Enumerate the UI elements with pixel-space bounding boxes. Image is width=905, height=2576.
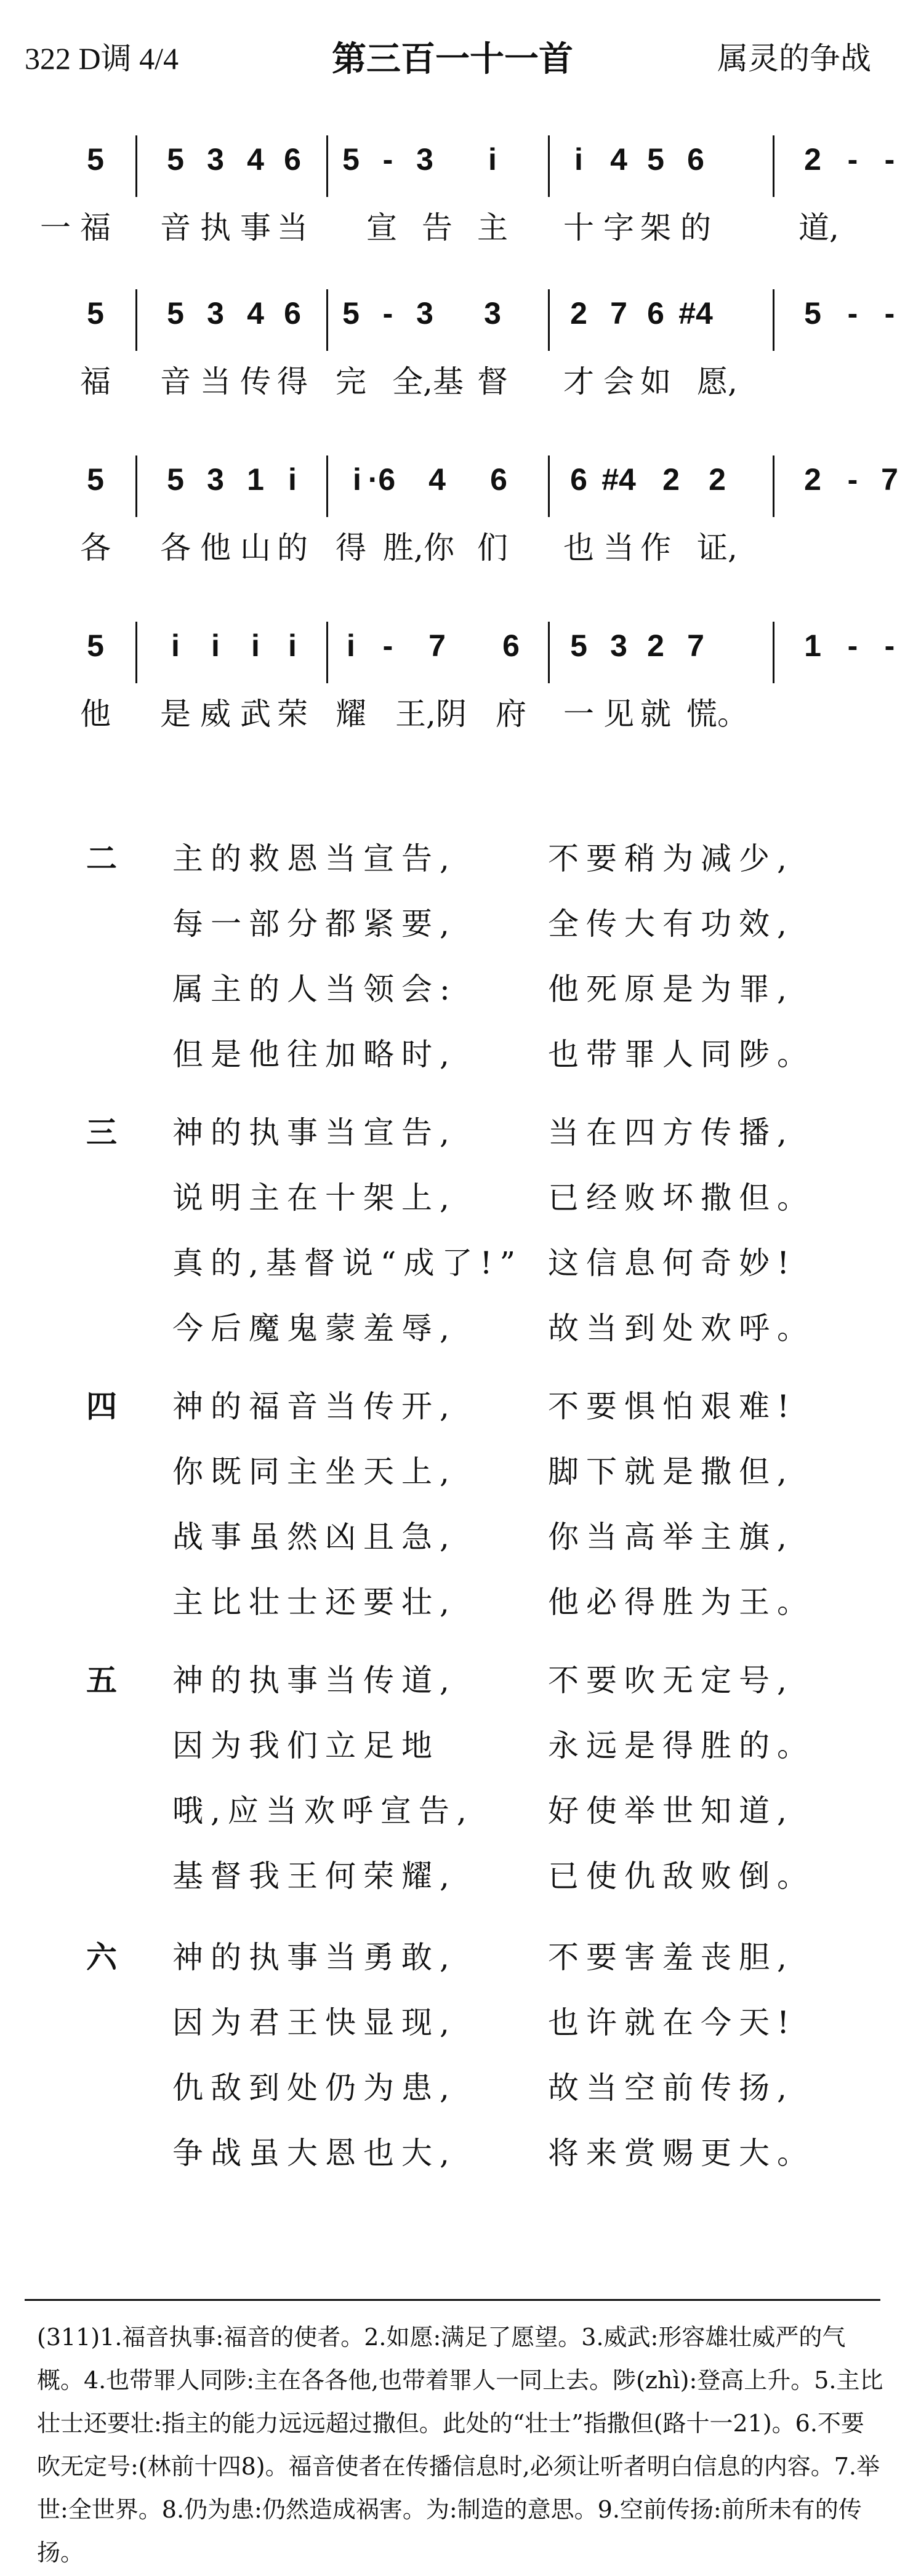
verse-line [0, 1030, 905, 1095]
lyric-syllable: 各 [160, 530, 191, 566]
note: 5 [342, 142, 360, 177]
verse-line [0, 1108, 905, 1173]
note: - [884, 628, 895, 663]
note: i [288, 462, 297, 497]
barline [135, 622, 137, 683]
hymn-category: 属灵的争战 [717, 41, 871, 76]
verse-line [0, 834, 905, 899]
note: 1 [804, 628, 821, 663]
verse-line [0, 1721, 905, 1786]
barline [773, 135, 774, 197]
note: 6 [570, 462, 587, 497]
lyric-syllable: 主 [477, 210, 508, 246]
barline [773, 455, 774, 517]
verse-line [0, 1933, 905, 1998]
lyric-syllable: 一 [40, 210, 71, 246]
lyric-syllable: 见 [603, 696, 634, 732]
barline [773, 622, 774, 683]
verse-second-half: 他必得胜为王。 [548, 1584, 815, 1620]
note: 3 [207, 462, 224, 497]
note: - [847, 142, 858, 177]
verse-second-half: 故当空前传扬, [548, 2070, 794, 2106]
lyric-syllable: 架 [640, 210, 671, 246]
lyric-syllable: 得 [277, 364, 308, 399]
verse-second-half: 永远是得胜的。 [548, 1728, 815, 1763]
verse-first-half: 战事虽然凶且急, [172, 1519, 457, 1555]
note: i [353, 462, 361, 497]
verse-first-half: 今后魔鬼蒙羞辱, [172, 1310, 457, 1346]
note: 7 [687, 628, 704, 663]
verse [0, 1108, 905, 1369]
note: 3 [416, 142, 433, 177]
barline [326, 289, 328, 351]
lyric-syllable: 各 [80, 530, 111, 566]
lyric-syllable: 的 [277, 530, 308, 566]
note: 6 [490, 462, 507, 497]
lyric-syllable: 的 [680, 210, 711, 246]
note: 4 [428, 462, 446, 497]
verse-second-half: 当在四方传播, [548, 1115, 794, 1150]
verse-first-half: 属主的人当领会: [172, 971, 457, 1007]
note: i [288, 628, 297, 663]
barline [135, 455, 137, 517]
note: 5 [647, 142, 664, 177]
lyric-syllable: 一 [563, 696, 594, 732]
lyric-syllable: 当 [277, 210, 308, 246]
barline [326, 455, 328, 517]
verse-line [0, 1382, 905, 1447]
note: 4 [247, 142, 264, 177]
note: #4 [678, 296, 713, 331]
verse-first-half: 基督我王何荣耀, [172, 1858, 457, 1894]
verse-line [0, 1304, 905, 1369]
lyric-syllable: 传 [240, 364, 271, 399]
verse-first-half: 你既同主坐天上, [172, 1454, 457, 1490]
verse-number: 五 [86, 1662, 117, 1698]
verse-first-half: 主比壮士还要壮, [172, 1584, 457, 1620]
verse-line [0, 2063, 905, 2129]
verse-number: 六 [86, 1939, 117, 1975]
note: 2 [804, 142, 821, 177]
verse-number: 二 [86, 840, 117, 877]
note-line [37, 622, 895, 677]
note: 1 [247, 462, 264, 497]
note: 6 [502, 628, 520, 663]
note: 2 [570, 296, 587, 331]
note: - [884, 296, 895, 331]
lyric-syllable: 就 [640, 696, 671, 732]
note: 2 [709, 462, 726, 497]
verse-second-half: 全传大有功效, [548, 906, 794, 942]
verse-first-half: 但是他往加略时, [172, 1037, 457, 1072]
barline [326, 622, 328, 683]
verse-second-half: 好使举世知道, [548, 1793, 794, 1829]
note: 3 [207, 142, 224, 177]
note: i [574, 142, 583, 177]
note: 6 [647, 296, 664, 331]
verse-first-half: 神的执事当宣告, [172, 1115, 457, 1150]
note: i [488, 142, 497, 177]
barline [773, 289, 774, 351]
note: i [347, 628, 355, 663]
note: 2 [662, 462, 680, 497]
verse-second-half: 不要害羞丧胆, [548, 1940, 794, 1975]
lyric-syllable: 慌。 [686, 696, 748, 732]
note: 5 [167, 296, 184, 331]
verse-second-half: 不要吹无定号, [548, 1663, 794, 1698]
music-system [37, 622, 895, 739]
note: 7 [610, 296, 627, 331]
lyric-syllable: 得 [336, 530, 366, 566]
note: 6 [687, 142, 704, 177]
verse-line [0, 1173, 905, 1238]
verse-line [0, 1998, 905, 2063]
barline [548, 455, 550, 517]
lyric-syllable: 王,阴 [395, 696, 467, 732]
lyric-syllable: 当 [200, 364, 231, 399]
verse-line [0, 2129, 905, 2194]
note: i [251, 628, 260, 663]
verse-first-half: 真的,基督说“成了!” [172, 1245, 523, 1281]
verse-second-half: 脚下就是撒但, [548, 1454, 794, 1490]
verse-line [0, 1447, 905, 1512]
note: 2 [804, 462, 821, 497]
note-line [37, 289, 895, 345]
lyric-syllable: 愿, [697, 364, 738, 399]
barline [135, 289, 137, 351]
lyric-syllable: 也 [563, 530, 594, 566]
barline [326, 135, 328, 197]
lyric-syllable: 督 [477, 364, 508, 399]
note: 3 [416, 296, 433, 331]
note: 5 [342, 296, 360, 331]
note: 4 [610, 142, 627, 177]
verse-first-half: 仇敌到处仍为患, [172, 2070, 457, 2106]
verse-number: 三 [86, 1114, 117, 1150]
lyric-syllable: 他 [80, 696, 111, 732]
lyric-syllable: 当 [603, 530, 634, 566]
verse-line [0, 1578, 905, 1643]
verse-first-half: 神的执事当传道, [172, 1663, 457, 1698]
barline [135, 135, 137, 197]
note: #4 [601, 462, 636, 497]
barline [548, 289, 550, 351]
verse-line [0, 1238, 905, 1304]
lyric-syllable: 告 [422, 210, 452, 246]
lyric-syllable: 完 [336, 364, 366, 399]
note: 5 [167, 142, 184, 177]
verse [0, 1656, 905, 1917]
hymn-title: 第三百一十一首 [332, 39, 573, 79]
verse-second-half: 你当高举主旗, [548, 1519, 794, 1555]
lyric-syllable: 他 [200, 530, 231, 566]
note: 5 [87, 462, 104, 497]
note: i [171, 628, 180, 663]
lyric-syllable: 武 [240, 696, 271, 732]
note: - [884, 142, 895, 177]
lyric-syllable: 府 [496, 696, 526, 732]
lyric-syllable: 如 [640, 364, 671, 399]
note: 5 [87, 628, 104, 663]
lyric-syllable: 会 [603, 364, 634, 399]
note: - [847, 296, 858, 331]
note-line [37, 135, 895, 191]
note: 3 [484, 296, 501, 331]
note: 5 [570, 628, 587, 663]
lyric-syllable: 宣 [366, 210, 397, 246]
verse-second-half: 他死原是为罪, [548, 971, 794, 1007]
lyric-syllable: 才 [563, 364, 594, 399]
footnotes: (311)1.福音执事:福音的使者。2.如愿:满足了愿望。3.威武:形容雄壮威严的气概。4.也带罪人同陟:主在各各他,也带着罪人一同上去。陟(zhì):登高上升。5.主比壮士还要壮:指主的能力远远超过撒但。此处的“壮士”指撒但(路十一21)。6.不要吹无定号:(林前十四8)。福音使者在传播信息时,必须让听者明白信息的内容。7.举世:全世界。8.仍为患:仍然造成祸害。为:制造的意思。9.空前传扬:前所未有的传扬。 [37, 2324, 883, 2566]
barline [548, 135, 550, 197]
verse-second-half: 将来赏赐更大。 [548, 2135, 815, 2171]
lyric-syllable: 福 [80, 364, 111, 399]
verse-second-half: 不要惧怕艰难! [548, 1389, 797, 1424]
verse-first-half: 说明主在十架上, [172, 1180, 457, 1216]
verse-first-half: 主的救恩当宣告, [172, 841, 457, 877]
note: 5 [804, 296, 821, 331]
lyric-line [37, 203, 880, 252]
note: - [382, 142, 393, 177]
music-system [37, 455, 898, 572]
verse-first-half: 哦,应当欢呼宣告, [172, 1793, 474, 1829]
lyric-syllable: 执 [200, 210, 231, 246]
divider [25, 2299, 880, 2301]
note: 5 [167, 462, 184, 497]
note: 3 [610, 628, 627, 663]
lyric-syllable: 耀 [336, 696, 366, 732]
lyric-syllable: 们 [477, 530, 508, 566]
verse-second-half: 也许就在今天! [548, 2005, 797, 2040]
note: 2 [647, 628, 664, 663]
verse-first-half: 因为我们立足地 [172, 1728, 440, 1763]
verse-line [0, 1512, 905, 1578]
verse-second-half: 这信息何奇妙! [548, 1245, 797, 1281]
note: - [847, 628, 858, 663]
lyric-syllable: 是 [160, 696, 191, 732]
lyric-line [37, 523, 880, 572]
barline [548, 622, 550, 683]
verse-first-half: 每一部分都紧要, [172, 906, 457, 942]
note: 4 [247, 296, 264, 331]
music-system [37, 289, 895, 406]
note: 5 [87, 142, 104, 177]
verse-number: 四 [86, 1388, 117, 1424]
verse-line [0, 1656, 905, 1721]
music-system [37, 135, 895, 252]
lyric-syllable: 道, [798, 210, 839, 246]
lyric-syllable: 证, [697, 530, 738, 566]
lyric-syllable: 音 [160, 210, 191, 246]
verse-line [0, 965, 905, 1030]
note: - [382, 628, 393, 663]
verse-second-half: 不要稍为减少, [548, 841, 794, 877]
note: 7 [881, 462, 898, 497]
note: i [211, 628, 220, 663]
verse-first-half: 神的执事当勇敢, [172, 1940, 457, 1975]
verse [0, 1382, 905, 1643]
lyric-syllable: 威 [200, 696, 231, 732]
verse-first-half: 神的福音当传开, [172, 1389, 457, 1424]
lyric-syllable: 荣 [277, 696, 308, 732]
verse [0, 1933, 905, 2194]
lyric-syllable: 胜,你 [383, 530, 454, 566]
lyric-syllable: 福 [80, 210, 111, 246]
verse-second-half: 故当到处欢呼。 [548, 1310, 815, 1346]
verse-line [0, 1786, 905, 1852]
note: 7 [428, 628, 446, 663]
verse-first-half: 因为君王快显现, [172, 2005, 457, 2040]
verse [0, 834, 905, 1095]
note: 3 [207, 296, 224, 331]
note: - [382, 296, 393, 331]
note: 6 [284, 296, 301, 331]
note-line [37, 455, 898, 511]
note: - [847, 462, 858, 497]
verse-line [0, 899, 905, 965]
verse-first-half: 争战虽大恩也大, [172, 2135, 457, 2171]
verse-line [0, 1852, 905, 1917]
lyric-syllable: 作 [640, 530, 671, 566]
lyric-syllable: 十 [563, 210, 594, 246]
note: 5 [87, 296, 104, 331]
note: ·6 [368, 462, 396, 497]
verse-second-half: 已经败坏撒但。 [548, 1180, 815, 1216]
lyric-syllable: 山 [240, 530, 271, 566]
lyric-syllable: 音 [160, 364, 191, 399]
note: 6 [284, 142, 301, 177]
lyric-syllable: 事 [240, 210, 271, 246]
verse-second-half: 也带罪人同陟。 [548, 1037, 815, 1072]
key-signature: 322 D调 4/4 [25, 41, 179, 76]
lyric-syllable: 全,基 [392, 364, 464, 399]
lyric-syllable: 字 [603, 210, 634, 246]
verse-second-half: 已使仇敌败倒。 [548, 1858, 815, 1894]
lyric-line [37, 357, 880, 406]
lyric-line [37, 689, 880, 739]
